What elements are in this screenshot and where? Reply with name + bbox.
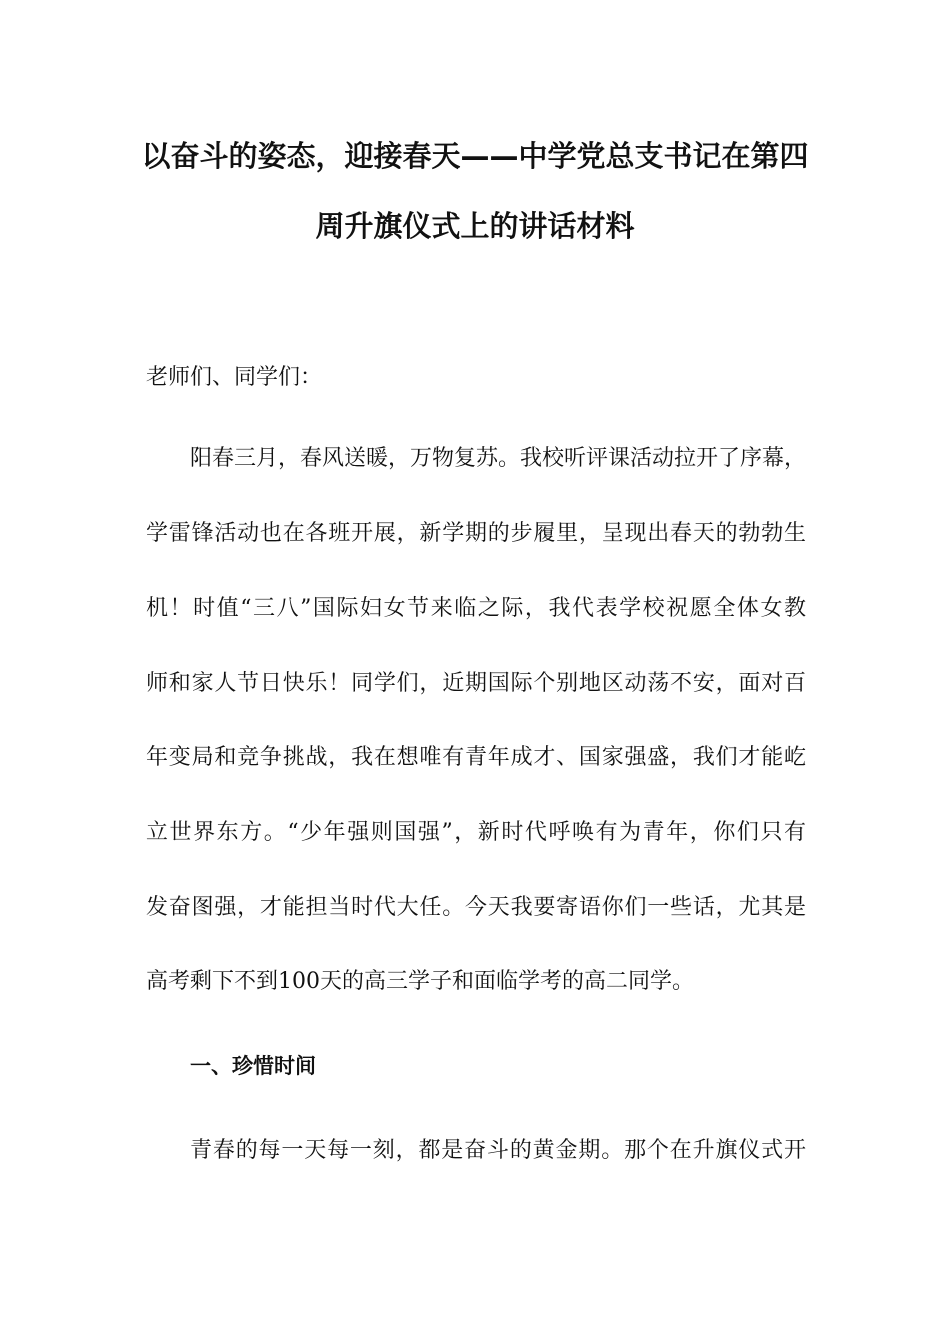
paragraph-line: 年变局和竞争挑战，我在想唯有青年成才、国家强盛，我们才能屹: [146, 745, 806, 770]
paragraph-line: 立世界东方。“少年强则国强”，新时代呼唤有为青年，你们只有: [146, 820, 806, 845]
section-heading: 一、珍惜时间: [190, 1054, 316, 1078]
paragraph-line: 高考剩下不到100天的高三学子和面临学考的高二同学。: [146, 969, 694, 994]
paragraph-line: 阳春三月，春风送暖，万物复苏。我校听评课活动拉开了序幕，: [190, 446, 807, 471]
paragraph-line: 学雷锋活动也在各班开展，新学期的步履里，呈现出春天的勃勃生: [146, 521, 806, 546]
paragraph-line: 发奋图强，才能担当时代大任。今天我要寄语你们一些话，尤其是: [146, 895, 806, 920]
salutation: 老师们、同学们：: [146, 365, 323, 390]
document-title-line-2: 周升旗仪式上的讲话材料: [315, 209, 635, 243]
document-title-line-1: 以奋斗的姿态，迎接春天——中学党总支书记在第四: [141, 139, 809, 173]
paragraph-line: 机！时值“三八”国际妇女节来临之际，我代表学校祝愿全体女教: [146, 596, 806, 621]
paragraph-line: 青春的每一天每一刻，都是奋斗的黄金期。那个在升旗仪式开: [190, 1138, 806, 1163]
paragraph-line: 师和家人节日快乐！同学们，近期国际个别地区动荡不安，面对百: [146, 671, 806, 696]
